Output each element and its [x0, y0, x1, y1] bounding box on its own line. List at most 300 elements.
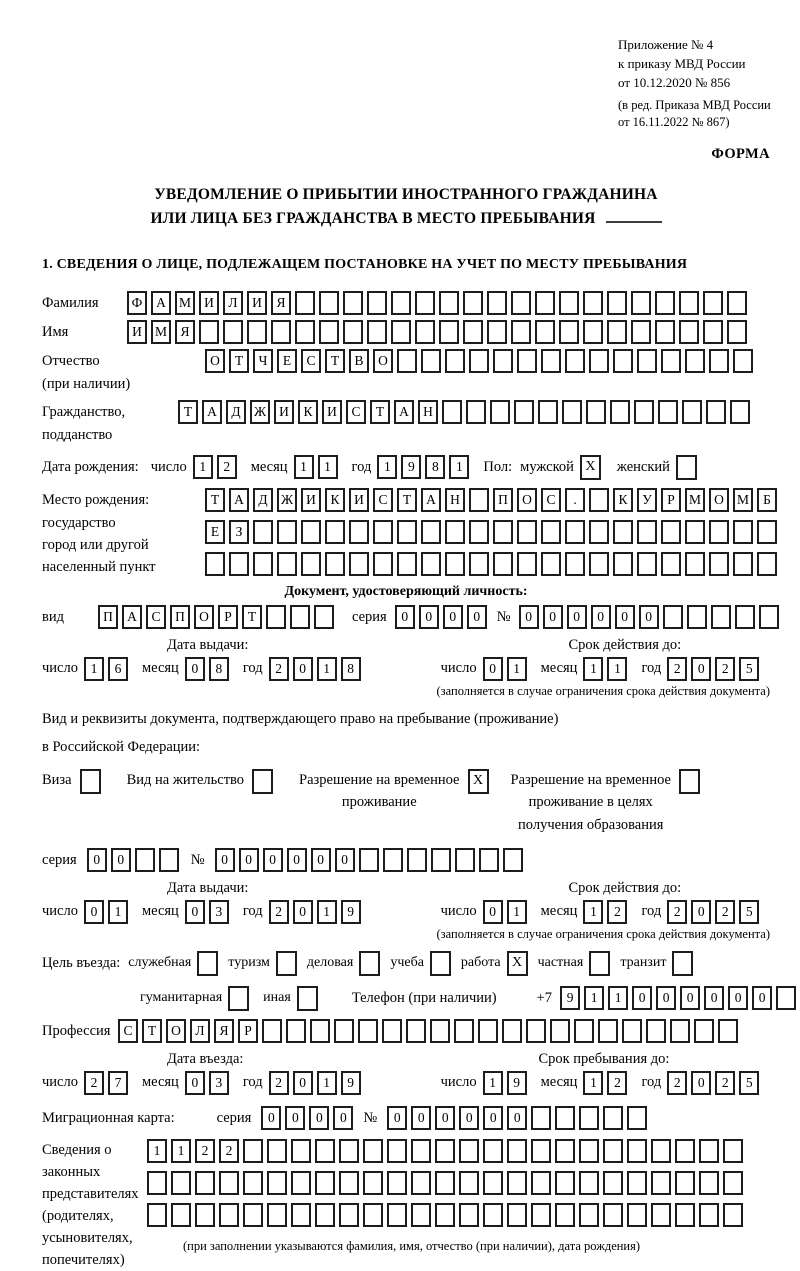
form-cell[interactable]	[517, 349, 537, 373]
purpose-private-checkbox[interactable]	[589, 951, 610, 976]
purpose-transit-checkbox[interactable]	[672, 951, 693, 976]
form-cell[interactable]	[493, 520, 513, 544]
form-cell[interactable]: 0	[293, 1071, 313, 1095]
form-cell[interactable]	[685, 552, 705, 576]
form-cell[interactable]	[531, 1171, 551, 1195]
form-cell[interactable]	[565, 552, 585, 576]
form-cell[interactable]	[469, 552, 489, 576]
form-cell[interactable]: 1	[317, 657, 337, 681]
form-cell[interactable]	[603, 1139, 623, 1163]
form-cell[interactable]	[301, 520, 321, 544]
form-cell[interactable]: 1	[317, 900, 337, 924]
form-cell[interactable]	[579, 1203, 599, 1227]
form-cell[interactable]	[159, 848, 179, 872]
form-cell[interactable]	[711, 605, 731, 629]
form-cell[interactable]	[589, 552, 609, 576]
form-cell[interactable]: 9	[507, 1071, 527, 1095]
form-cell[interactable]	[559, 291, 579, 315]
form-cell[interactable]	[541, 552, 561, 576]
form-cell[interactable]: С	[541, 488, 561, 512]
form-cell[interactable]	[699, 1203, 719, 1227]
form-cell[interactable]: О	[194, 605, 214, 629]
form-cell[interactable]: С	[346, 400, 366, 424]
form-cell[interactable]	[565, 349, 585, 373]
form-cell[interactable]: С	[301, 349, 321, 373]
form-cell[interactable]	[315, 1203, 335, 1227]
form-cell[interactable]	[411, 1171, 431, 1195]
form-cell[interactable]	[699, 1139, 719, 1163]
form-cell[interactable]: 0	[111, 848, 131, 872]
form-cell[interactable]: А	[151, 291, 171, 315]
form-cell[interactable]: О	[373, 349, 393, 373]
form-cell[interactable]	[637, 520, 657, 544]
form-cell[interactable]: 1	[317, 1071, 337, 1095]
form-cell[interactable]	[487, 320, 507, 344]
form-cell[interactable]	[383, 848, 403, 872]
form-cell[interactable]	[709, 349, 729, 373]
form-cell[interactable]: М	[151, 320, 171, 344]
form-cell[interactable]	[613, 552, 633, 576]
form-cell[interactable]	[685, 349, 705, 373]
form-cell[interactable]	[675, 1171, 695, 1195]
form-cell[interactable]	[290, 605, 310, 629]
form-cell[interactable]: 9	[341, 900, 361, 924]
form-cell[interactable]	[627, 1203, 647, 1227]
form-cell[interactable]	[502, 1019, 522, 1043]
form-cell[interactable]	[531, 1106, 551, 1130]
form-cell[interactable]	[205, 552, 225, 576]
form-cell[interactable]: 0	[728, 986, 748, 1010]
form-cell[interactable]: Т	[397, 488, 417, 512]
form-cell[interactable]	[247, 320, 267, 344]
form-cell[interactable]	[685, 520, 705, 544]
form-cell[interactable]	[271, 320, 291, 344]
purpose-official-checkbox[interactable]	[197, 951, 218, 976]
form-cell[interactable]	[706, 400, 726, 424]
form-cell[interactable]	[319, 320, 339, 344]
form-cell[interactable]: 8	[341, 657, 361, 681]
form-cell[interactable]	[709, 520, 729, 544]
form-cell[interactable]: А	[421, 488, 441, 512]
form-cell[interactable]	[511, 291, 531, 315]
form-cell[interactable]	[343, 291, 363, 315]
form-cell[interactable]	[397, 520, 417, 544]
form-cell[interactable]: Р	[218, 605, 238, 629]
form-cell[interactable]: 2	[195, 1139, 215, 1163]
form-cell[interactable]: О	[205, 349, 225, 373]
form-cell[interactable]	[579, 1171, 599, 1195]
form-cell[interactable]	[555, 1203, 575, 1227]
form-cell[interactable]	[535, 291, 555, 315]
form-cell[interactable]	[663, 605, 683, 629]
form-cell[interactable]: 0	[656, 986, 676, 1010]
form-cell[interactable]: 2	[715, 657, 735, 681]
form-cell[interactable]	[603, 1171, 623, 1195]
form-cell[interactable]: И	[127, 320, 147, 344]
form-cell[interactable]: И	[274, 400, 294, 424]
form-cell[interactable]: 0	[507, 1106, 527, 1130]
form-cell[interactable]: 1	[147, 1139, 167, 1163]
form-cell[interactable]	[415, 291, 435, 315]
form-cell[interactable]	[339, 1139, 359, 1163]
form-cell[interactable]: 1	[507, 657, 527, 681]
form-cell[interactable]	[442, 400, 462, 424]
form-cell[interactable]: 0	[519, 605, 539, 629]
form-cell[interactable]	[339, 1171, 359, 1195]
form-cell[interactable]	[610, 400, 630, 424]
form-cell[interactable]	[682, 400, 702, 424]
form-cell[interactable]	[622, 1019, 642, 1043]
form-cell[interactable]: П	[493, 488, 513, 512]
form-cell[interactable]	[589, 488, 609, 512]
form-cell[interactable]	[487, 291, 507, 315]
form-cell[interactable]	[315, 1139, 335, 1163]
form-cell[interactable]: 0	[483, 900, 503, 924]
form-cell[interactable]: 0	[419, 605, 439, 629]
form-cell[interactable]	[483, 1139, 503, 1163]
form-cell[interactable]	[421, 552, 441, 576]
form-cell[interactable]: И	[322, 400, 342, 424]
form-cell[interactable]: 9	[401, 455, 421, 479]
form-cell[interactable]: К	[298, 400, 318, 424]
form-cell[interactable]	[555, 1171, 575, 1195]
form-cell[interactable]	[735, 605, 755, 629]
form-cell[interactable]	[687, 605, 707, 629]
form-cell[interactable]: 0	[435, 1106, 455, 1130]
form-cell[interactable]: 1	[377, 455, 397, 479]
form-cell[interactable]	[675, 1203, 695, 1227]
form-cell[interactable]	[555, 1106, 575, 1130]
form-cell[interactable]: 2	[715, 1071, 735, 1095]
form-cell[interactable]: А	[122, 605, 142, 629]
form-cell[interactable]	[661, 349, 681, 373]
form-cell[interactable]: 0	[459, 1106, 479, 1130]
form-cell[interactable]	[627, 1106, 647, 1130]
option-residence-permit-checkbox[interactable]	[252, 769, 273, 794]
form-cell[interactable]	[291, 1203, 311, 1227]
form-cell[interactable]: 0	[84, 900, 104, 924]
form-cell[interactable]: 0	[335, 848, 355, 872]
form-cell[interactable]: 0	[87, 848, 107, 872]
form-cell[interactable]	[367, 320, 387, 344]
form-cell[interactable]	[219, 1203, 239, 1227]
form-cell[interactable]	[367, 291, 387, 315]
form-cell[interactable]: 6	[108, 657, 128, 681]
form-cell[interactable]	[723, 1171, 743, 1195]
form-cell[interactable]	[637, 349, 657, 373]
form-cell[interactable]: 2	[84, 1071, 104, 1095]
form-cell[interactable]	[253, 552, 273, 576]
form-cell[interactable]	[538, 400, 558, 424]
form-cell[interactable]	[135, 848, 155, 872]
form-cell[interactable]	[631, 291, 651, 315]
form-cell[interactable]: В	[349, 349, 369, 373]
form-cell[interactable]	[733, 520, 753, 544]
form-cell[interactable]: М	[733, 488, 753, 512]
form-cell[interactable]	[219, 1171, 239, 1195]
form-cell[interactable]: 9	[560, 986, 580, 1010]
form-cell[interactable]	[493, 349, 513, 373]
form-cell[interactable]: 1	[449, 455, 469, 479]
form-cell[interactable]	[723, 1139, 743, 1163]
form-cell[interactable]: М	[685, 488, 705, 512]
form-cell[interactable]: 0	[239, 848, 259, 872]
form-cell[interactable]	[627, 1139, 647, 1163]
form-cell[interactable]: Т	[370, 400, 390, 424]
form-cell[interactable]	[607, 320, 627, 344]
form-cell[interactable]	[517, 552, 537, 576]
form-cell[interactable]: С	[146, 605, 166, 629]
form-cell[interactable]: К	[613, 488, 633, 512]
form-cell[interactable]: У	[637, 488, 657, 512]
form-cell[interactable]	[359, 848, 379, 872]
form-cell[interactable]	[776, 986, 796, 1010]
form-cell[interactable]	[387, 1171, 407, 1195]
form-cell[interactable]	[514, 400, 534, 424]
form-cell[interactable]: Ч	[253, 349, 273, 373]
form-cell[interactable]	[314, 605, 334, 629]
form-cell[interactable]: 0	[185, 1071, 205, 1095]
form-cell[interactable]	[349, 552, 369, 576]
form-cell[interactable]: 1	[294, 455, 314, 479]
form-cell[interactable]	[709, 552, 729, 576]
form-cell[interactable]	[319, 291, 339, 315]
form-cell[interactable]	[579, 1106, 599, 1130]
form-cell[interactable]: 0	[395, 605, 415, 629]
form-cell[interactable]	[334, 1019, 354, 1043]
form-cell[interactable]	[459, 1203, 479, 1227]
form-cell[interactable]	[733, 552, 753, 576]
form-cell[interactable]: 1	[583, 657, 603, 681]
form-cell[interactable]	[469, 349, 489, 373]
form-cell[interactable]	[373, 552, 393, 576]
form-cell[interactable]: 0	[467, 605, 487, 629]
form-cell[interactable]	[435, 1171, 455, 1195]
form-cell[interactable]	[373, 520, 393, 544]
form-cell[interactable]: И	[247, 291, 267, 315]
form-cell[interactable]: Ф	[127, 291, 147, 315]
form-cell[interactable]	[579, 1139, 599, 1163]
form-cell[interactable]	[631, 320, 651, 344]
form-cell[interactable]	[679, 291, 699, 315]
form-cell[interactable]	[679, 320, 699, 344]
form-cell[interactable]	[727, 291, 747, 315]
form-cell[interactable]: 0	[263, 848, 283, 872]
purpose-tourism-checkbox[interactable]	[276, 951, 297, 976]
form-cell[interactable]: 0	[752, 986, 772, 1010]
form-cell[interactable]	[411, 1139, 431, 1163]
form-cell[interactable]	[607, 291, 627, 315]
form-cell[interactable]: А	[202, 400, 222, 424]
form-cell[interactable]	[507, 1171, 527, 1195]
form-cell[interactable]: 0	[309, 1106, 329, 1130]
form-cell[interactable]	[445, 349, 465, 373]
purpose-business-checkbox[interactable]	[359, 951, 380, 976]
option-temp-residence-checkbox[interactable]: X	[468, 769, 489, 794]
form-cell[interactable]	[325, 520, 345, 544]
form-cell[interactable]	[655, 291, 675, 315]
form-cell[interactable]: 0	[333, 1106, 353, 1130]
form-cell[interactable]: Т	[205, 488, 225, 512]
form-cell[interactable]	[550, 1019, 570, 1043]
form-cell[interactable]	[243, 1139, 263, 1163]
form-cell[interactable]	[407, 848, 427, 872]
form-cell[interactable]: Т	[229, 349, 249, 373]
form-cell[interactable]	[454, 1019, 474, 1043]
form-cell[interactable]	[703, 291, 723, 315]
form-cell[interactable]: 2	[667, 900, 687, 924]
form-cell[interactable]: 0	[691, 1071, 711, 1095]
form-cell[interactable]: Е	[205, 520, 225, 544]
form-cell[interactable]	[382, 1019, 402, 1043]
form-cell[interactable]	[507, 1203, 527, 1227]
form-cell[interactable]	[267, 1171, 287, 1195]
form-cell[interactable]: 1	[171, 1139, 191, 1163]
form-cell[interactable]	[466, 400, 486, 424]
form-cell[interactable]	[445, 552, 465, 576]
form-cell[interactable]	[315, 1171, 335, 1195]
form-cell[interactable]	[559, 320, 579, 344]
form-cell[interactable]	[562, 400, 582, 424]
form-cell[interactable]: 3	[209, 1071, 229, 1095]
form-cell[interactable]: 0	[261, 1106, 281, 1130]
form-cell[interactable]: Р	[661, 488, 681, 512]
form-cell[interactable]: М	[175, 291, 195, 315]
form-cell[interactable]: 2	[219, 1139, 239, 1163]
form-cell[interactable]: 1	[84, 657, 104, 681]
purpose-work-checkbox[interactable]: X	[507, 951, 528, 976]
form-cell[interactable]	[661, 520, 681, 544]
form-cell[interactable]	[267, 1203, 287, 1227]
form-cell[interactable]	[339, 1203, 359, 1227]
form-cell[interactable]: А	[394, 400, 414, 424]
sex-male-checkbox[interactable]: X	[580, 455, 601, 480]
form-cell[interactable]	[243, 1171, 263, 1195]
form-cell[interactable]	[469, 488, 489, 512]
form-cell[interactable]: 0	[691, 900, 711, 924]
form-cell[interactable]	[634, 400, 654, 424]
form-cell[interactable]	[411, 1203, 431, 1227]
form-cell[interactable]	[627, 1171, 647, 1195]
form-cell[interactable]: И	[199, 291, 219, 315]
form-cell[interactable]	[387, 1139, 407, 1163]
form-cell[interactable]	[223, 320, 243, 344]
form-cell[interactable]	[651, 1171, 671, 1195]
form-cell[interactable]	[574, 1019, 594, 1043]
form-cell[interactable]	[526, 1019, 546, 1043]
form-cell[interactable]	[586, 400, 606, 424]
form-cell[interactable]	[507, 1139, 527, 1163]
form-cell[interactable]	[415, 320, 435, 344]
form-cell[interactable]	[463, 320, 483, 344]
form-cell[interactable]	[463, 291, 483, 315]
form-cell[interactable]: 9	[341, 1071, 361, 1095]
form-cell[interactable]: 0	[285, 1106, 305, 1130]
form-cell[interactable]	[493, 552, 513, 576]
form-cell[interactable]	[435, 1139, 455, 1163]
form-cell[interactable]	[718, 1019, 738, 1043]
form-cell[interactable]: 0	[591, 605, 611, 629]
form-cell[interactable]: 0	[293, 900, 313, 924]
form-cell[interactable]	[397, 349, 417, 373]
form-cell[interactable]	[730, 400, 750, 424]
form-cell[interactable]: Л	[223, 291, 243, 315]
form-cell[interactable]	[343, 320, 363, 344]
form-cell[interactable]	[195, 1203, 215, 1227]
form-cell[interactable]	[483, 1203, 503, 1227]
form-cell[interactable]	[363, 1139, 383, 1163]
form-cell[interactable]	[455, 848, 475, 872]
form-cell[interactable]	[603, 1106, 623, 1130]
form-cell[interactable]	[171, 1203, 191, 1227]
form-cell[interactable]	[759, 605, 779, 629]
form-cell[interactable]	[431, 848, 451, 872]
form-cell[interactable]: 0	[632, 986, 652, 1010]
form-cell[interactable]: 0	[311, 848, 331, 872]
form-cell[interactable]	[565, 520, 585, 544]
form-cell[interactable]	[589, 520, 609, 544]
form-cell[interactable]	[229, 552, 249, 576]
form-cell[interactable]	[613, 349, 633, 373]
form-cell[interactable]: 0	[483, 1106, 503, 1130]
form-cell[interactable]: 0	[680, 986, 700, 1010]
form-cell[interactable]: 0	[543, 605, 563, 629]
form-cell[interactable]: Ж	[277, 488, 297, 512]
form-cell[interactable]	[421, 520, 441, 544]
form-cell[interactable]: 1	[193, 455, 213, 479]
form-cell[interactable]	[439, 320, 459, 344]
form-cell[interactable]	[651, 1139, 671, 1163]
form-cell[interactable]: Н	[445, 488, 465, 512]
form-cell[interactable]	[295, 320, 315, 344]
form-cell[interactable]: 0	[567, 605, 587, 629]
form-cell[interactable]	[459, 1171, 479, 1195]
form-cell[interactable]	[535, 320, 555, 344]
form-cell[interactable]: Д	[226, 400, 246, 424]
form-cell[interactable]	[310, 1019, 330, 1043]
form-cell[interactable]	[349, 520, 369, 544]
form-cell[interactable]	[531, 1139, 551, 1163]
form-cell[interactable]	[459, 1139, 479, 1163]
purpose-humanitarian-checkbox[interactable]	[228, 986, 249, 1011]
form-cell[interactable]: 1	[583, 1071, 603, 1095]
form-cell[interactable]: О	[166, 1019, 186, 1043]
form-cell[interactable]	[406, 1019, 426, 1043]
form-cell[interactable]: 0	[615, 605, 635, 629]
form-cell[interactable]	[397, 552, 417, 576]
form-cell[interactable]: 0	[185, 900, 205, 924]
form-cell[interactable]	[727, 320, 747, 344]
form-cell[interactable]	[661, 552, 681, 576]
form-cell[interactable]	[490, 400, 510, 424]
form-cell[interactable]: 1	[583, 900, 603, 924]
form-cell[interactable]: 1	[483, 1071, 503, 1095]
form-cell[interactable]: 2	[667, 1071, 687, 1095]
form-cell[interactable]	[531, 1203, 551, 1227]
form-cell[interactable]	[757, 520, 777, 544]
form-cell[interactable]	[391, 320, 411, 344]
form-cell[interactable]	[613, 520, 633, 544]
form-cell[interactable]: Т	[142, 1019, 162, 1043]
form-cell[interactable]: 1	[607, 657, 627, 681]
form-cell[interactable]	[646, 1019, 666, 1043]
form-cell[interactable]	[253, 520, 273, 544]
form-cell[interactable]: 0	[704, 986, 724, 1010]
form-cell[interactable]: 0	[215, 848, 235, 872]
option-temp-residence-edu-checkbox[interactable]	[679, 769, 700, 794]
form-cell[interactable]	[430, 1019, 450, 1043]
form-cell[interactable]	[286, 1019, 306, 1043]
